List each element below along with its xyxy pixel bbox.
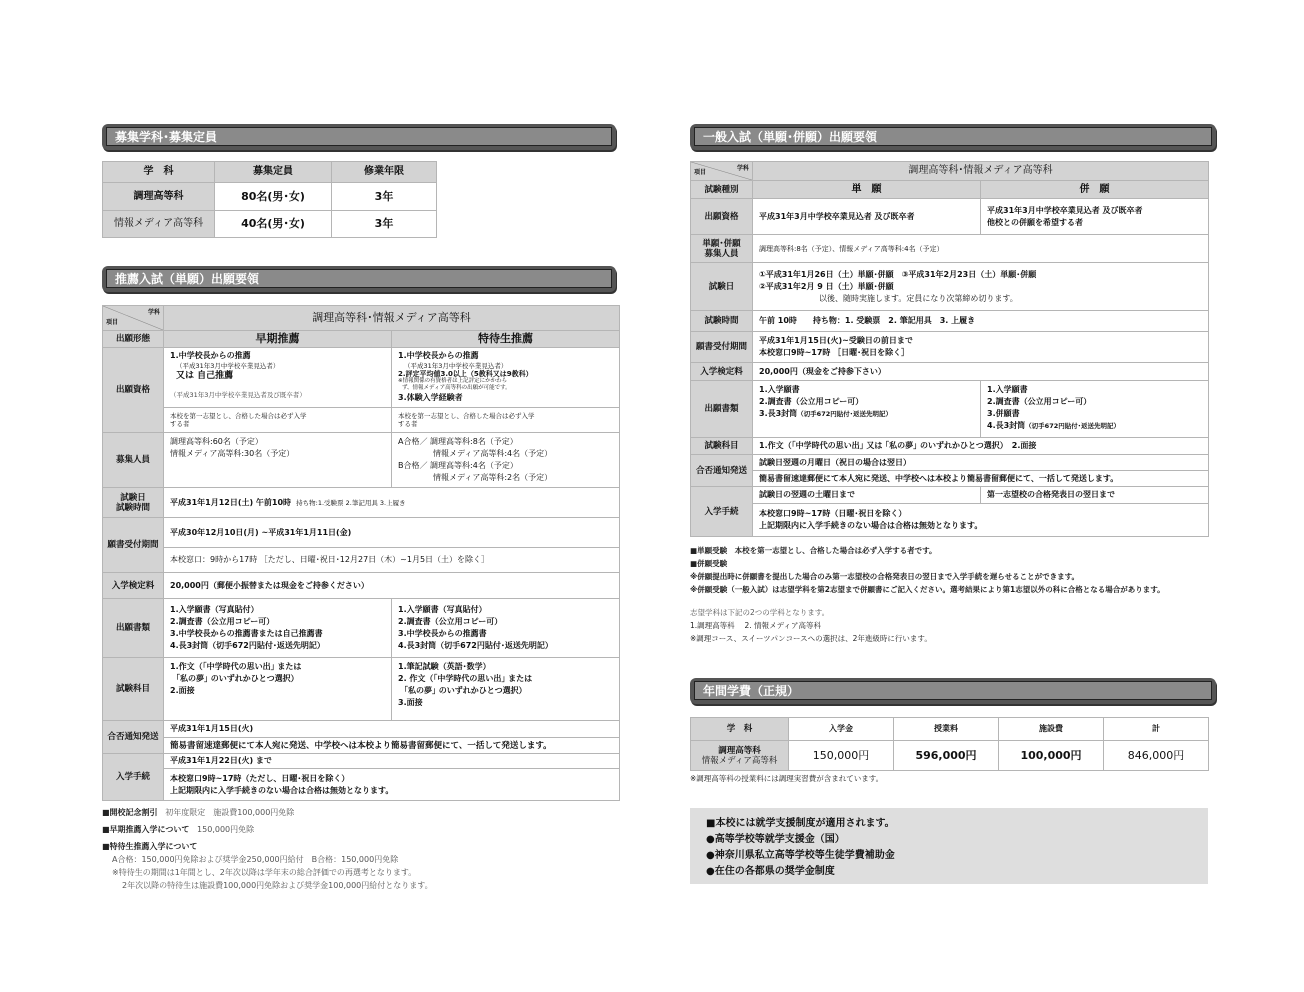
text: 又は 自己推薦 <box>176 371 234 381</box>
header-capacity: 募集定員 <box>215 162 332 183</box>
text: 1.調理高等科 2. 情報メディア高等科 <box>690 621 821 630</box>
text: ■単願受験 本校を第一志望とし、合格した場合は必ず入学する者です。 <box>690 546 937 555</box>
col-single: 単 願 <box>753 181 981 199</box>
docs-single <box>753 381 981 438</box>
text: 150,000円免除 <box>197 825 255 834</box>
header-admission: 入学金 <box>789 718 894 741</box>
section-title: 募集学科･募集定員 <box>106 127 612 146</box>
text: 平成31年1月12日(土) 午前10時 <box>170 497 292 507</box>
text: 情報メディア高等科:30名（予定） <box>170 449 295 458</box>
text: （平成31年3月中学校卒業見込者及び既卒者） <box>170 391 306 399</box>
exam-date <box>164 488 620 518</box>
header-facility: 施設費 <box>999 718 1104 741</box>
support-box <box>690 808 1208 884</box>
table-row <box>103 183 437 211</box>
support-title: ■本校には就学支援制度が適用されます。 <box>706 818 895 829</box>
text: ■併願受験 <box>690 559 728 568</box>
text: 2.調査書（公立用コピー可） <box>398 617 503 626</box>
text: 1.入学願書 <box>759 385 800 394</box>
row-label: 試験日 <box>691 263 753 311</box>
row-label: 合否通知発送 <box>103 721 164 754</box>
text: 2年次以降の特待生は施設費100,000円免除および奨学金100,000円給付となります。 <box>122 881 433 890</box>
note-item <box>102 840 622 853</box>
text: 2.面接 <box>170 686 195 695</box>
support-item: ●在住の各都県の奨学金制度 <box>706 866 835 877</box>
row-label: 入学検定料 <box>691 363 753 381</box>
app-period <box>753 332 1209 363</box>
text: B合格／ 調理高等科:4名（予定） <box>398 461 518 470</box>
subj-early <box>164 658 392 721</box>
capacity-early <box>164 433 392 488</box>
row-label <box>691 235 753 263</box>
row-label: 募集人員 <box>103 433 164 488</box>
text: A合格／ 調理高等科:8名（予定） <box>398 437 518 446</box>
corner-top: 学科 <box>147 309 160 316</box>
text: 上記期限内に入学手続きのない場合は合格は無効となります。 <box>759 521 983 530</box>
row-label: 試験種別 <box>691 181 753 199</box>
support-item: ●神奈川県私立高等学校等生徒学費補助金 <box>706 850 895 861</box>
text: 持ち物:1.受験票 2.筆記用具 3.上履き <box>296 498 406 507</box>
text: 調理高等科 <box>718 745 761 756</box>
recruitment-table <box>102 161 437 238</box>
row-label: 入学手続 <box>103 754 164 801</box>
text: 情報メディア高等科:2名（予定） <box>433 473 553 482</box>
text: 志望学科は下記の2つの学科となります。 <box>690 608 830 617</box>
subj-value: 1.作文（｢中学時代の思い出｣ 又は ｢私の夢｣ のいずれかひとつ選択） 2.面接 <box>753 438 1209 455</box>
text: 情報メディア高等科:4名（予定） <box>433 449 553 458</box>
text: 3.中学校長からの推薦書または自己推薦書 <box>170 629 323 638</box>
section-header-recommendation <box>102 266 616 292</box>
table-row <box>691 741 1209 771</box>
dept-header: 調理高等科･情報メディア高等科 <box>164 306 620 331</box>
text: 3.面接 <box>398 698 423 707</box>
years-value: 3年 <box>332 211 437 238</box>
text: 1.中学校長からの推薦 <box>170 351 251 360</box>
corner-bottom: 項目 <box>106 319 119 326</box>
text: する者 <box>170 420 190 428</box>
corner-cell <box>103 306 164 331</box>
text: 1.筆記試験（英語･数学） <box>398 662 491 671</box>
text: 以後、随時実施します。定員になり次第締め切ります。 <box>819 293 1018 303</box>
row-label: 出願資格 <box>691 199 753 235</box>
notify-date: 平成31年1月15日(火) <box>164 721 620 738</box>
text: ず、情報メディア高等科の出願が可能です。 <box>402 385 511 391</box>
total-fee: 846,000円 <box>1104 741 1209 771</box>
admission-fee: 150,000円 <box>789 741 894 771</box>
col-early: 早期推薦 <box>164 331 392 348</box>
subj-scholarship <box>392 658 620 721</box>
text: 本校窓口9時~17時（日曜･祝日を除く） <box>759 509 907 518</box>
text: 1.入学願書 <box>987 385 1028 394</box>
text: 3.併願書 <box>987 409 1020 418</box>
section-title: 推薦入試（単願）出願要領 <box>106 269 612 288</box>
app-period: 平成30年12月10日(月) ~平成31年1月11日(金) <box>164 518 620 548</box>
row-label: 出願資格 <box>103 348 164 433</box>
text: ｢私の夢｣ のいずれかひとつ選択） <box>404 686 527 695</box>
text: 単願･併願 <box>702 238 741 249</box>
header-total: 計 <box>1104 718 1209 741</box>
row-label <box>103 488 164 518</box>
text: ※併願提出時に併願書を提出した場合のみ第一志望校の合格発表日の翌日まで入学手続を遅らせることができます。 <box>690 572 1079 581</box>
proc-info <box>753 504 1209 537</box>
corner-cell <box>691 162 753 181</box>
header-dept: 学 科 <box>691 718 789 741</box>
text: 上記期限内に入学手続きのない場合は合格は無効となります。 <box>170 785 394 795</box>
text: 試験日 <box>120 492 146 503</box>
dept-name: 調理高等科 <box>103 183 215 211</box>
text: 2.調査書（公立用コピー可） <box>170 617 275 626</box>
text: ※情報関係の有資格者は上記評定にかかわら <box>398 378 508 384</box>
text: ｢私の夢｣ のいずれかひとつ選択） <box>176 674 299 683</box>
tuition-fee: 596,000円 <box>894 741 999 771</box>
docs-scholarship <box>392 599 620 658</box>
text: 情報メディア高等科 <box>701 755 778 766</box>
facility-fee: 100,000円 <box>999 741 1104 771</box>
qual-joint <box>981 199 1209 235</box>
qual-note-early <box>164 408 392 433</box>
text: 3.体験入学経験者 <box>398 393 463 402</box>
text: 本校を第一志望とし、合格した場合は必ず入学 <box>170 412 307 420</box>
text: 試験時間 <box>115 502 150 513</box>
dept-name: 情報メディア高等科 <box>103 211 215 238</box>
col-scholarship: 特待生推薦 <box>392 331 620 348</box>
text: （切手672円貼付･返送先明記） <box>1025 422 1120 430</box>
text: 初年度限定 施設費100,000円免除 <box>165 808 295 817</box>
text: 平成31年3月中学校卒業見込者 及び既卒者 <box>987 205 1143 215</box>
text: 本校窓口9時~17時（ただし、日曜･祝日を除く） <box>170 773 350 783</box>
qual-early <box>164 348 392 408</box>
text: 1.入学願書（写真貼付） <box>398 605 487 614</box>
proc-single: 試験日の翌週の土曜日まで <box>753 487 981 504</box>
text: ■早期推薦入学について <box>102 825 190 834</box>
proc-info <box>164 769 620 801</box>
text: 本校窓口9時~17時 ［日曜･祝日を除く］ <box>759 348 910 357</box>
text: 調理高等科:60名（予定） <box>170 437 263 446</box>
proc-date: 平成31年1月22日(火) まで <box>164 754 620 769</box>
text: 3.長3封筒 <box>759 409 798 418</box>
row-label: 合否通知発送 <box>691 455 753 487</box>
text: 2. 作文（｢中学時代の思い出｣ または <box>398 674 533 683</box>
text: 1.作文（｢中学時代の思い出｣ または <box>170 662 302 671</box>
row-label: 出願書類 <box>691 381 753 438</box>
row-label: 出願形態 <box>103 331 164 348</box>
row-label: 試験時間 <box>691 311 753 332</box>
text: ※併願受験（一般入試）は志望学科を第2志望まで併願書にご記入ください。選考結果により第1志望以外の科に合格となる場合があります。 <box>690 585 1165 594</box>
header-tuition: 授業料 <box>894 718 999 741</box>
text: 4.長3封筒 <box>987 421 1026 430</box>
qual-single: 平成31年3月中学校卒業見込者 及び既卒者 <box>753 199 981 235</box>
note-item <box>102 823 622 836</box>
text: （切手672円貼付･返送先明記） <box>797 410 892 418</box>
row-label: 出願書類 <box>103 599 164 658</box>
corner-top: 学科 <box>736 165 749 172</box>
text: 1.入学願書（写真貼付） <box>170 605 259 614</box>
text: ①平成31年1月26日（土）単願･併願 ③平成31年2月23日（土）単願･併願 <box>759 269 1037 279</box>
dept-names <box>691 741 789 771</box>
text: ※特待生の期間は1年間とし、2年次以降は学年末の総合評価での再選考となります。 <box>112 868 417 877</box>
right-notes-2 <box>690 606 1210 645</box>
row-label: 試験科目 <box>691 438 753 455</box>
right-notes <box>690 544 1220 596</box>
header-years: 修業年限 <box>332 162 437 183</box>
years-value: 3年 <box>332 183 437 211</box>
row-label: 入学検定料 <box>103 573 164 599</box>
col-joint: 併 願 <box>981 181 1209 199</box>
app-window: 本校窓口：9時から17時 ［ただし、日曜･祝日･12月27日（木）~1月5日（土）を除く］ <box>164 548 620 573</box>
text: ■特待生推薦入学について <box>102 842 198 851</box>
section-header-fees <box>690 678 1216 704</box>
support-item: ●高等学校等就学支援金（国） <box>706 834 845 845</box>
header-dept: 学 科 <box>103 162 215 183</box>
row-label: 入学手続 <box>691 487 753 537</box>
notify-method: 簡易書留速達郵便にて本人宛に発送、中学校へは本校より簡易書留郵便にて、一括して発送します。 <box>164 738 620 754</box>
section-title: 一般入試（単願･併願）出願要領 <box>694 127 1212 146</box>
text: ※調理コース、スイーツパンコースへの選択は、2年進級時に行います。 <box>690 634 932 643</box>
general-table <box>690 161 1209 537</box>
text: 2.評定平均値3.0以上（5教科又は9教科） <box>398 370 533 378</box>
capacity-scholarship <box>392 433 620 488</box>
fee-value: 20,000円（郵便小振替または現金をご持参ください） <box>164 573 620 599</box>
text: 4.長3封筒（切手672円貼付･返送先明記） <box>170 641 325 650</box>
text: 他校との併願を希望する者 <box>987 217 1083 227</box>
exam-time: 午前 10時 持ち物：1. 受験票 2. 筆記用具 3. 上履き <box>753 311 1209 332</box>
text: （平成31年3月中学校卒業見込者） <box>404 362 508 370</box>
row-label: 試験科目 <box>103 658 164 721</box>
text: ②平成31年2月 9 日（土）単願･併願 <box>759 281 894 291</box>
capacity-value: 80名(男･女) <box>215 183 332 211</box>
section-header-recruitment <box>102 124 616 150</box>
docs-joint <box>981 381 1209 438</box>
notify-method: 簡易書留速達郵便にて本人宛に発送、中学校へは本校より簡易書留郵便にて、一括して発送します。 <box>753 471 1209 487</box>
notify-date: 試験日翌週の月曜日（祝日の場合は翌日） <box>753 455 1209 471</box>
text: 4.長3封筒（切手672円貼付･返送先明記） <box>398 641 553 650</box>
text: 募集人員 <box>704 248 739 259</box>
fees-table <box>690 717 1209 771</box>
proc-joint: 第一志望校の合格発表日の翌日まで <box>981 487 1209 504</box>
text: する者 <box>398 420 418 428</box>
note-item <box>102 806 622 819</box>
text: 3.中学校長からの推薦書 <box>398 629 487 638</box>
text: 2.調査書（公立用コピー可） <box>987 397 1092 406</box>
text: ■開校記念割引 <box>102 808 158 817</box>
recommendation-table <box>102 305 620 801</box>
section-title: 年間学費（正規） <box>694 681 1212 700</box>
row-label: 願書受付期間 <box>103 518 164 573</box>
row-label: 願書受付期間 <box>691 332 753 363</box>
exam-dates <box>753 263 1209 311</box>
fee-value: 20,000円（現金をご持参下さい） <box>753 363 1209 381</box>
text: 2.調査書（公立用コピー可） <box>759 397 864 406</box>
text: 平成31年1月15日(火)~受験日の前日まで <box>759 336 913 345</box>
qual-scholarship <box>392 348 620 408</box>
capacity-value: 40名(男･女) <box>215 211 332 238</box>
qual-note-scholarship <box>392 408 620 433</box>
fees-note: ※調理高等科の授業料には調理実習費が含まれています。 <box>690 774 884 783</box>
text: （平成31年3月中学校卒業見込者） <box>176 362 280 370</box>
table-row <box>103 211 437 238</box>
text: A合格：150,000円免除および奨学金250,000円給付 B合格：150,000円免除 <box>112 855 399 864</box>
section-header-general <box>690 124 1216 150</box>
cap-value: 調理高等科:8名（予定）、情報メディア高等科:4名（予定） <box>753 235 1209 263</box>
corner-bottom: 項目 <box>694 169 707 176</box>
left-notes <box>102 806 622 892</box>
dept-header: 調理高等科･情報メディア高等科 <box>753 162 1209 181</box>
text: 本校を第一志望とし、合格した場合は必ず入学 <box>398 412 535 420</box>
text: 1.中学校長からの推薦 <box>398 351 479 360</box>
docs-early <box>164 599 392 658</box>
